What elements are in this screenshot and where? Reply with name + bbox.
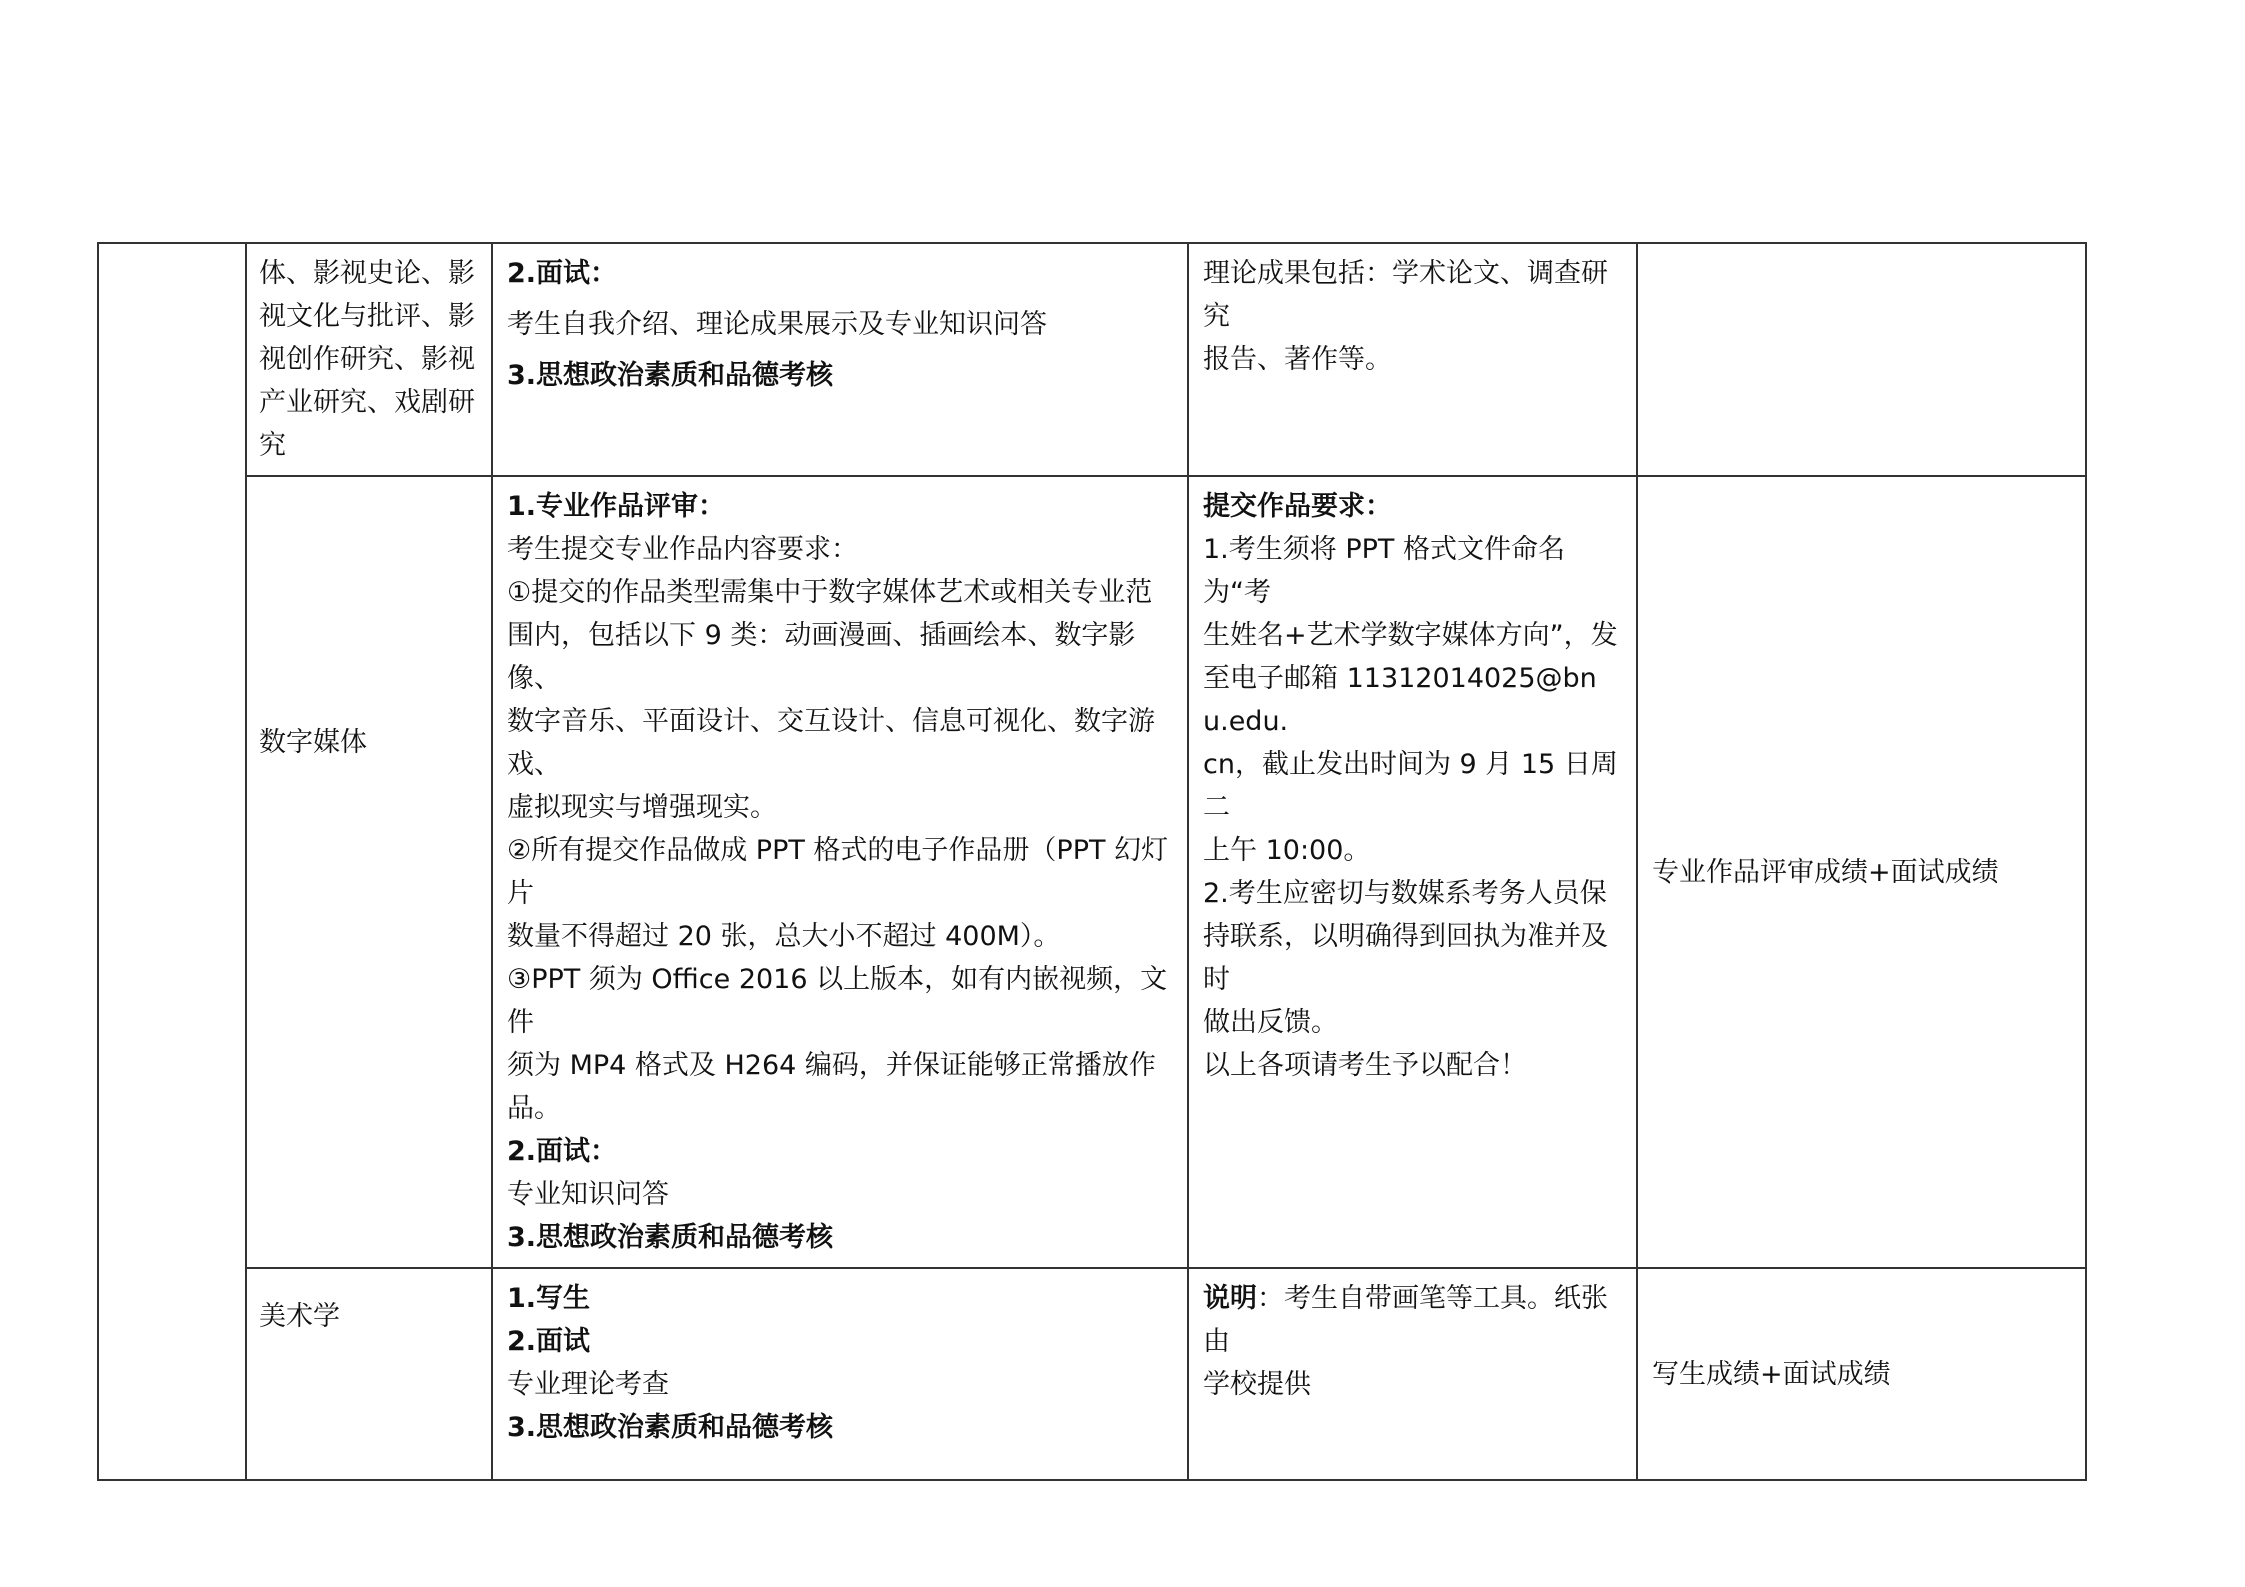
requirement-line: 生姓名+艺术学数字媒体方向”，发: [1203, 620, 1618, 651]
score-cell: [1637, 243, 2086, 476]
requirement-line: 1.考生须将 PPT 格式文件命名为“考: [1203, 534, 1565, 608]
major-name-cell: [246, 476, 492, 1268]
exam-line: 1.专业作品评审：: [507, 491, 726, 522]
category-cell: [98, 243, 246, 1480]
major-name-line: 究: [259, 430, 286, 461]
exam-line: 3.思想政治素质和品德考核: [507, 360, 834, 391]
requirement-line: 持联系，以明确得到回执为准并及时: [1203, 921, 1608, 995]
requirement-cell: [1188, 1268, 1637, 1480]
note-line: 学校提供: [1203, 1369, 1311, 1400]
exam-line: ①提交的作品类型需集中于数字媒体艺术或相关专业范: [507, 577, 1153, 608]
requirement-line: 至电子邮箱 11312014025@bnu.edu.: [1203, 663, 1597, 737]
exam-line: 数量不得超过 20 张，总大小不超过 400M）。: [507, 921, 1061, 952]
exam-line: 考生提交专业作品内容要求：: [507, 534, 858, 565]
exam-line: ②所有提交作品做成 PPT 格式的电子作品册（PPT 幻灯片: [507, 835, 1169, 909]
requirement-line: 报告、著作等。: [1203, 344, 1392, 375]
requirement-line: 以上各项请考生予以配合！: [1203, 1050, 1527, 1081]
table-row: [98, 243, 2086, 476]
major-name-line: 视创作研究、影视: [259, 344, 475, 375]
requirement-line: cn，截止发出时间为 9 月 15 日周二: [1203, 749, 1618, 823]
exam-line: 数字音乐、平面设计、交互设计、信息可视化、数字游戏、: [507, 706, 1155, 780]
exam-line: 3.思想政治素质和品德考核: [507, 1412, 834, 1443]
exam-line: 2.面试：: [507, 258, 618, 289]
exam-content-cell: [492, 476, 1188, 1268]
major-name-cell: [246, 243, 492, 476]
exam-content-cell: [492, 243, 1188, 476]
exam-content-cell: [492, 1268, 1188, 1480]
exam-line: 须为 MP4 格式及 H264 编码，并保证能够正常播放作品。: [507, 1050, 1156, 1124]
exam-line: ③PPT 须为 Office 2016 以上版本，如有内嵌视频，文件: [507, 964, 1168, 1038]
major-name-cell: [246, 1268, 492, 1480]
requirement-cell: [1188, 243, 1637, 476]
note-label: 说明: [1203, 1283, 1257, 1314]
note-text: ：考生自带画笔等工具。纸张由: [1203, 1283, 1608, 1357]
major-name: 美术学: [259, 1301, 340, 1332]
requirement-title: 提交作品要求：: [1203, 491, 1392, 522]
major-name-line: 体、影视史论、影: [259, 258, 475, 289]
exam-line: 围内，包括以下 9 类：动画漫画、插画绘本、数字影像、: [507, 620, 1136, 694]
requirement-line: 做出反馈。: [1203, 1007, 1338, 1038]
table-row: [98, 476, 2086, 1268]
score-cell: 专业作品评审成绩+面试成绩: [1637, 476, 2086, 1268]
exam-line: 2.面试：: [507, 1136, 618, 1167]
exam-line: 1.写生: [507, 1283, 591, 1314]
exam-line: 专业知识问答: [507, 1179, 669, 1210]
requirement-line: 2.考生应密切与数媒系考务人员保: [1203, 878, 1607, 909]
major-name: 数字媒体: [259, 727, 367, 758]
major-name-line: 产业研究、戏剧研: [259, 387, 475, 418]
exam-line: 2.面试: [507, 1326, 591, 1357]
requirement-cell: [1188, 476, 1637, 1268]
score-cell: 写生成绩+面试成绩: [1637, 1268, 2086, 1480]
exam-requirements-table: [97, 242, 2087, 1481]
exam-line: 虚拟现实与增强现实。: [507, 792, 777, 823]
table-row: [98, 1268, 2086, 1480]
requirement-line: 上午 10:00。: [1203, 835, 1371, 866]
major-name-line: 视文化与批评、影: [259, 301, 475, 332]
requirement-line: 理论成果包括：学术论文、调查研究: [1203, 258, 1608, 332]
exam-line: 专业理论考查: [507, 1369, 669, 1400]
exam-line: 3.思想政治素质和品德考核: [507, 1222, 834, 1253]
note-line: [1203, 1277, 1622, 1363]
exam-line: 考生自我介绍、理论成果展示及专业知识问答: [507, 309, 1047, 340]
